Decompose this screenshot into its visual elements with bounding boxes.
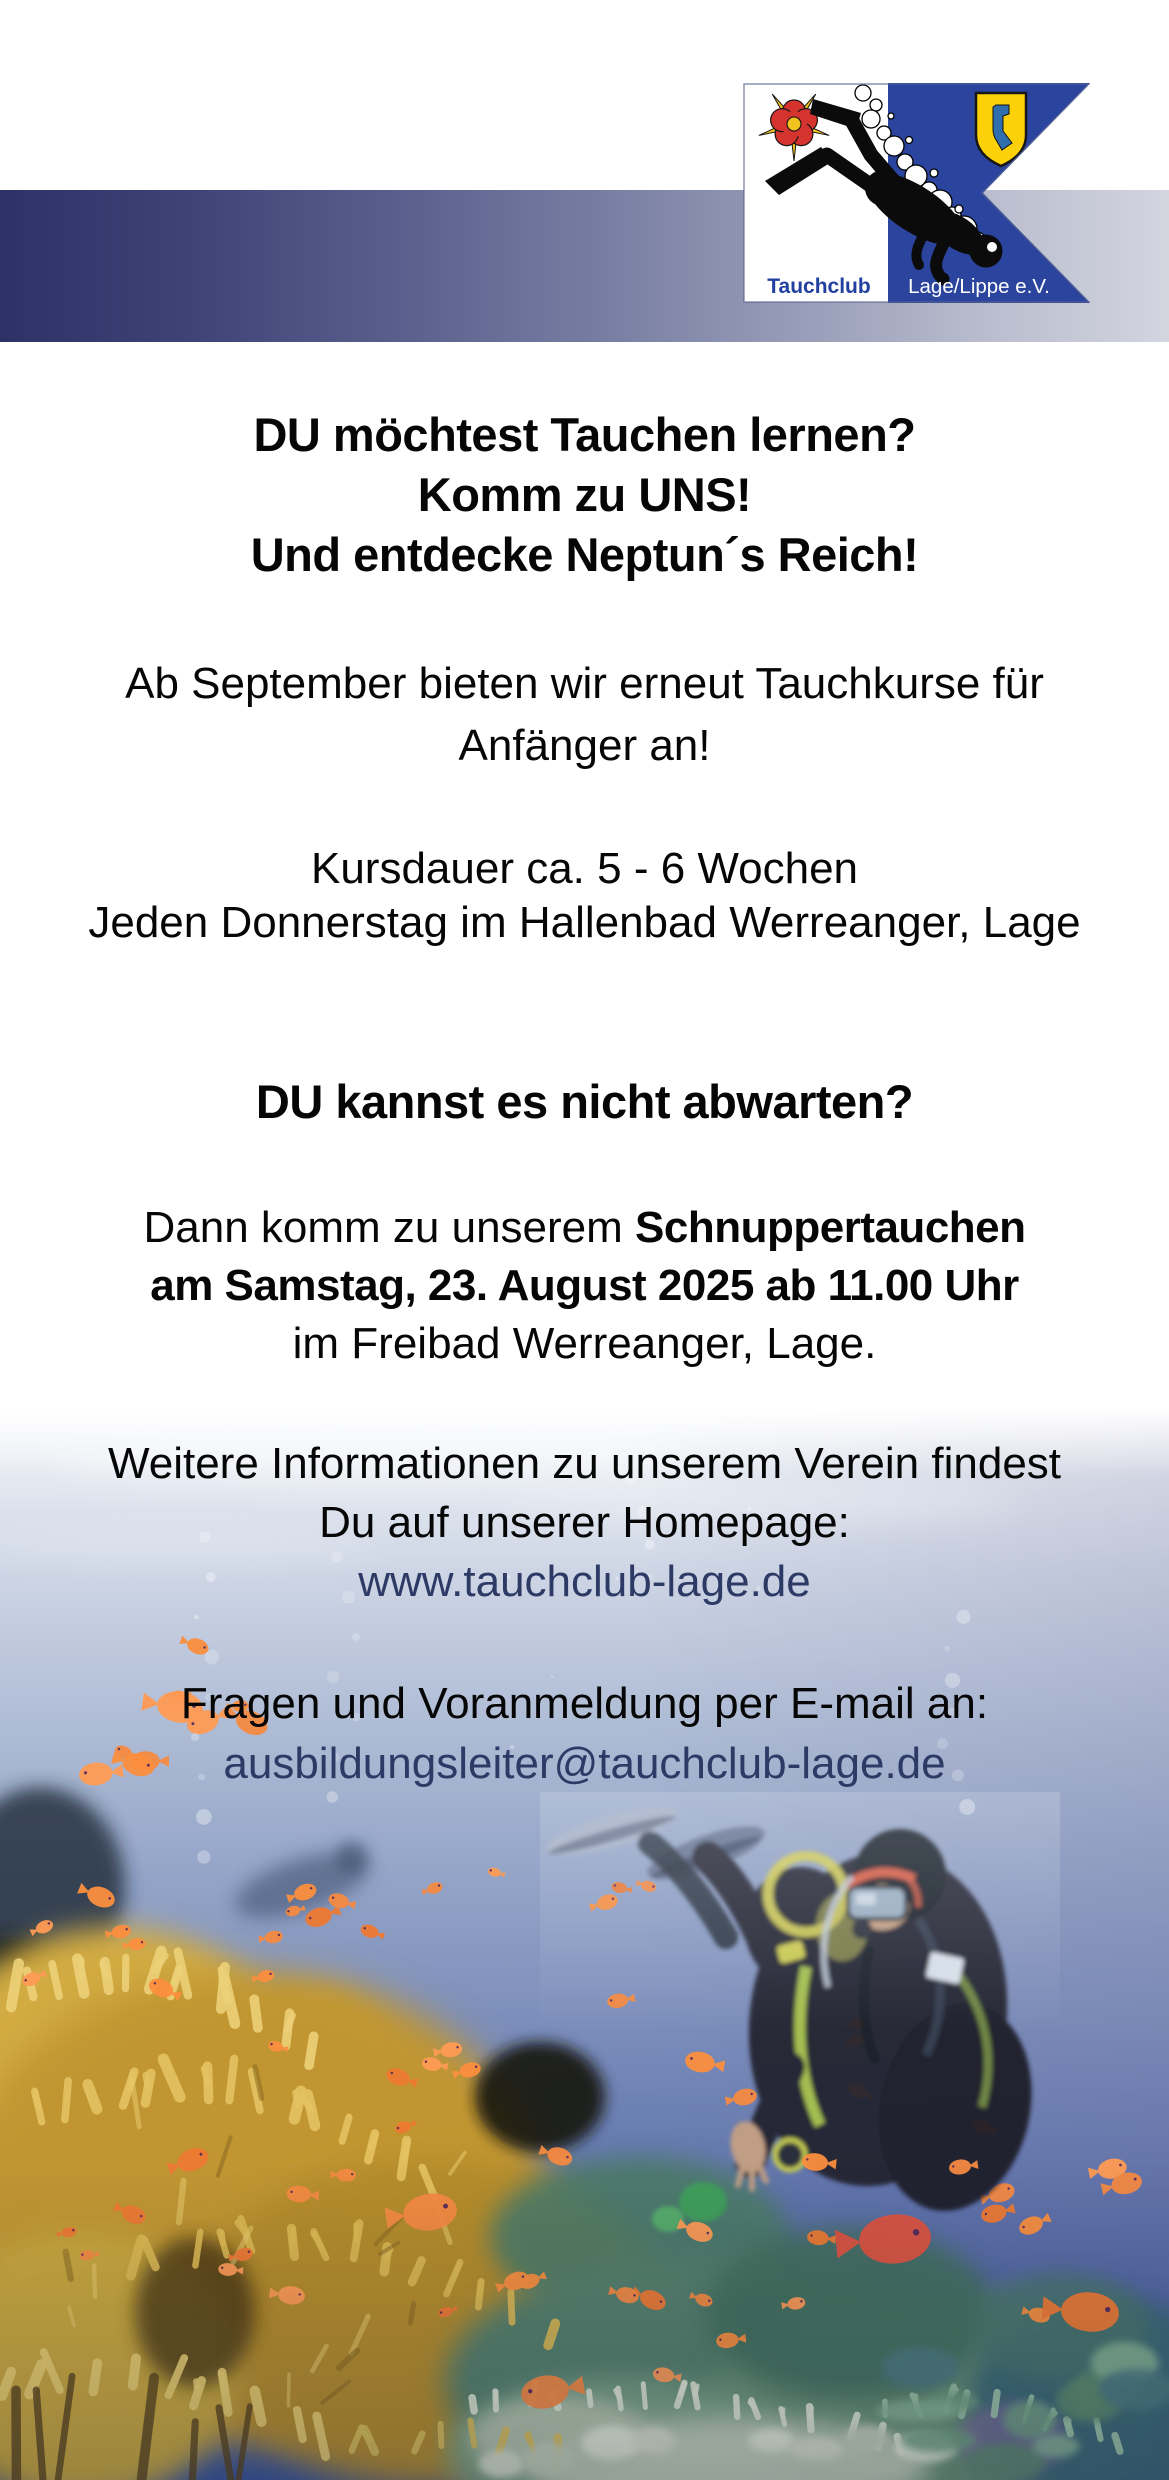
headline-line-3: Und entdecke Neptun´s Reich! bbox=[250, 528, 919, 581]
info-line-2: Du auf unserer Homepage: bbox=[319, 1498, 850, 1547]
logo-club-name: Tauchclub bbox=[767, 275, 871, 298]
event-line-1-regular: Dann komm zu unserem bbox=[143, 1203, 636, 1252]
club-logo bbox=[743, 83, 1090, 303]
event-block bbox=[0, 1199, 1169, 1373]
homepage-link[interactable]: www.tauchclub-lage.de bbox=[358, 1557, 811, 1606]
course-line-2: Jeden Donnerstag im Hallenbad Werreanger, Lage bbox=[88, 898, 1081, 947]
question-line: DU kannst es nicht abwarten? bbox=[255, 1075, 914, 1128]
event-line-3: im Freibad Werreanger, Lage. bbox=[292, 1319, 877, 1368]
event-line-1 bbox=[0, 1199, 1169, 1257]
intro-line-1: Ab September bieten wir erneut Tauchkurse für bbox=[125, 659, 1044, 708]
info-block bbox=[0, 1434, 1169, 1611]
headline-line-2: Komm zu UNS! bbox=[417, 468, 752, 521]
info-line-1: Weitere Informationen zu unserem Verein findest bbox=[107, 1439, 1062, 1488]
intro-line-2: Anfänger an! bbox=[458, 721, 711, 770]
email-link[interactable]: ausbildungsleiter@tauchclub-lage.de bbox=[223, 1739, 946, 1788]
event-line-2: am Samstag, 23. August 2025 ab 11.00 Uhr bbox=[150, 1261, 1019, 1310]
intro-block bbox=[0, 653, 1169, 777]
event-line-1-bold: Schnuppertauchen bbox=[635, 1203, 1026, 1252]
logo-club-suffix: Lage/Lippe e.V. bbox=[908, 275, 1050, 298]
course-block bbox=[0, 842, 1169, 950]
course-line-1: Kursdauer ca. 5 - 6 Wochen bbox=[310, 844, 859, 893]
headline-line-1: DU möchtest Tauchen lernen? bbox=[253, 408, 916, 461]
contact-line-1: Fragen und Voranmeldung per E-mail an: bbox=[180, 1679, 989, 1728]
contact-block bbox=[0, 1674, 1169, 1794]
headline-block bbox=[0, 405, 1169, 585]
